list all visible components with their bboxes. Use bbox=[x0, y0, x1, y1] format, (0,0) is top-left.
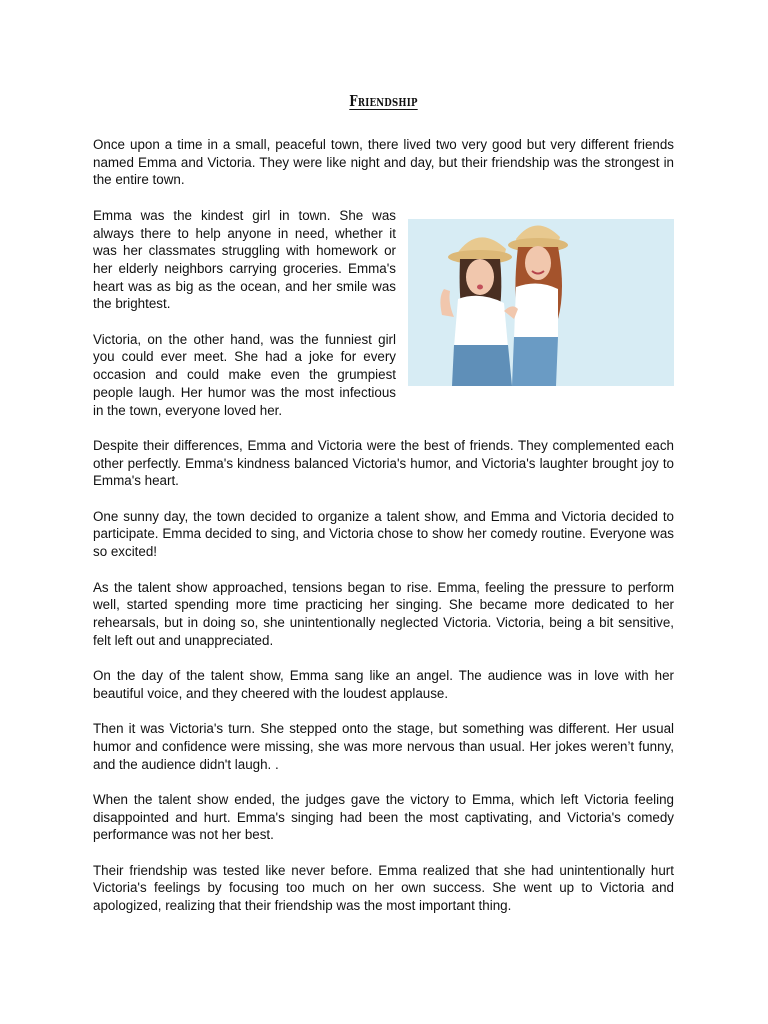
left-lips bbox=[477, 284, 483, 289]
paragraph-results: When the talent show ended, the judges gave the victory to Emma, which left Victoria feeling disappointed and hurt. Emma's singing had been the most captivating, and Victoria's comedy performance was not her best. bbox=[93, 791, 674, 843]
paragraph-talent-show: One sunny day, the town decided to organize a talent show, and Emma and Victoria decided to participate. Emma decided to sing, and Victoria chose to show her comedy routine. Everyone was so excited! bbox=[93, 508, 674, 560]
right-jeans bbox=[512, 337, 558, 386]
document-page bbox=[93, 86, 674, 932]
left-jeans bbox=[452, 345, 512, 386]
paragraph-emma: Emma was the kindest girl in town. She was always there to help anyone in need, whether it was her classmates struggling with homework or her elderly neighbors carrying groceries. Emma's heart was as big as the ocean, and her smile was the brightest. bbox=[93, 207, 396, 312]
right-face bbox=[525, 246, 551, 280]
paragraph-apology: Their friendship was tested like never before. Emma realized that she had unintentionally hurt Victoria's feelings by focusing too much on her own success. She went up to Victoria and apologized, realizing that their friendship was the most important thing. bbox=[93, 862, 674, 914]
paragraph-victoria: Victoria, on the other hand, was the funniest girl you could ever meet. She had a joke for every occasion and could make even the grumpiest people laugh. Her humor was the most infectious in the town, everyone loved her. bbox=[93, 331, 396, 418]
paragraph-intro: Once upon a time in a small, peaceful town, there lived two very good but very different friends named Emma and Victoria. They were like night and day, but their friendship was the strongest in the entire town. bbox=[93, 137, 674, 188]
left-face bbox=[466, 259, 494, 295]
friends-illustration bbox=[408, 219, 674, 386]
right-shirt bbox=[514, 283, 558, 339]
paragraph-tensions: As the talent show approached, tensions began to rise. Emma, feeling the pressure to perform well, started spending more time practicing her singing. She became more dedicated to her rehearsals, but in doing so, she unintentionally neglected Victoria. Victoria, being a bit sensitive, felt left out and unappreciated. bbox=[93, 579, 674, 648]
friends-photo bbox=[408, 219, 674, 386]
document-title: Friendship bbox=[349, 92, 418, 110]
left-shirt bbox=[454, 296, 508, 347]
paragraph-victoria-turn: Then it was Victoria's turn. She stepped onto the stage, but something was different. Her usual humor and confidence were missing, she was more nervous than usual. Her jokes weren’t funny, and the audience didn't laugh. . bbox=[93, 721, 674, 772]
paragraph-emma-sings: On the day of the talent show, Emma sang like an angel. The audience was in love with her beautiful voice, and they cheered with the loudest applause. bbox=[93, 668, 674, 701]
paragraph-differences: Despite their differences, Emma and Victoria were the best of friends. They complemented each other perfectly. Emma's kindness balanced Victoria's humor, and Victoria's laughter brought joy to Emma's heart. bbox=[93, 437, 674, 489]
